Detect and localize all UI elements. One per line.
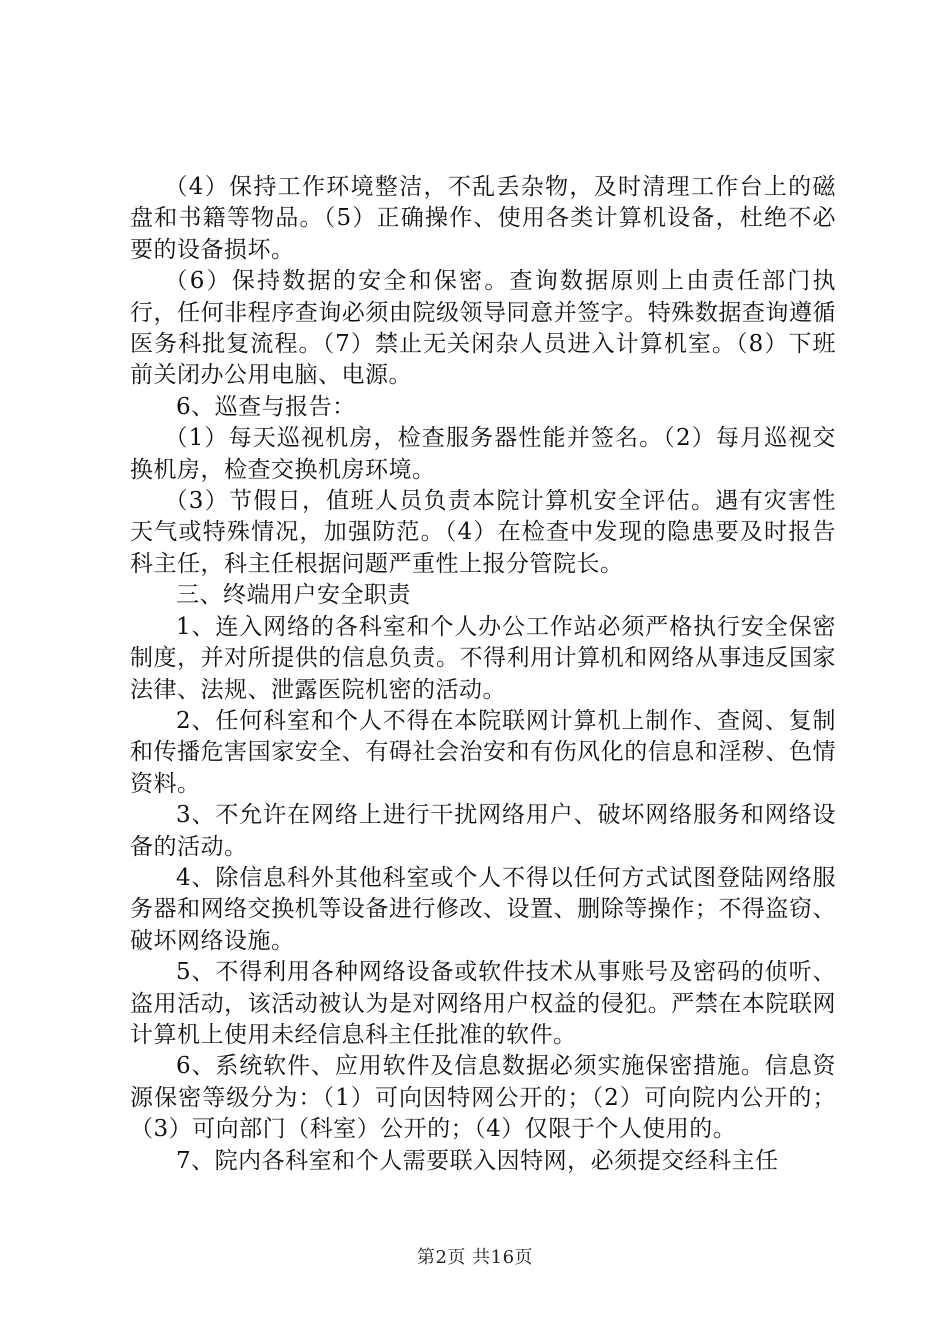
paragraph-2: （6）保持数据的安全和保密。查询数据原则上由责任部门执行，任何非程序查询必须由院级领导同意并签字。特殊数据查询遵循医务科批复流程。（7）禁止无关闲杂人员进入计算机室。（8）下班前关闭办公用电脑、电源。 [130,268,836,389]
page-number-label: 第2页 共16页 [416,1247,534,1268]
paragraph-7: 1、连入网络的各科室和个人办公工作站必须严格执行安全保密制度，并对所提供的信息负责。不得利用计算机和网络从事违反国家法律、法规、泄露医院机密的活动。 [130,613,836,703]
paragraph-12: 6、系统软件、应用软件及信息数据必须实施保密措施。信息资源保密等级分为：（1）可向因特网公开的；（2）可向院内公开的；（3）可向部门（科室）公开的；（4）仅限于个人使用的。 [130,1053,836,1143]
paragraph-11: 5、不得利用各种网络设备或软件技术从事账号及密码的侦听、盗用活动，该活动被认为是对网络用户权益的侵犯。严禁在本院联网计算机上使用未经信息科主任批准的软件。 [130,959,836,1048]
paragraph-3: 6、巡查与报告： [176,393,356,420]
paragraph-5: （3）节假日，值班人员负责本院计算机安全评估。遇有灾害性天气或特殊情况，加强防范。（4）在检查中发现的隐患要及时报告科主任，科主任根据问题严重性上报分管院长。 [130,488,836,577]
section-heading: 三、终端用户安全职责 [176,582,411,609]
page-footer [0,1243,950,1269]
document-body [130,172,836,1177]
paragraph-9: 3、不允许在网络上进行干扰网络用户、破坏网络服务和网络设备的活动。 [130,802,836,860]
paragraph-4: （1）每天巡视机房，检查服务器性能并签名。（2）每月巡视交换机房，检查交换机房环境。 [130,425,836,483]
paragraph-10: 4、除信息科外其他科室或个人不得以任何方式试图登陆网络服务器和网络交换机等设备进行修改、设置、删除等操作；不得盗窃、破坏网络设施。 [130,864,836,954]
paragraph-1: （4）保持工作环境整洁，不乱丢杂物，及时清理工作台上的磁盘和书籍等物品。（5）正确操作、使用各类计算机设备，杜绝不必要的设备损坏。 [130,174,836,263]
paragraph-13: 7、院内各科室和个人需要联入因特网，必须提交经科主任 [176,1147,779,1174]
paragraph-8: 2、任何科室和个人不得在本院联网计算机上制作、查阅、复制和传播危害国家安全、有碍社会治安和有伤风化的信息和淫秽、色情资料。 [130,707,836,797]
